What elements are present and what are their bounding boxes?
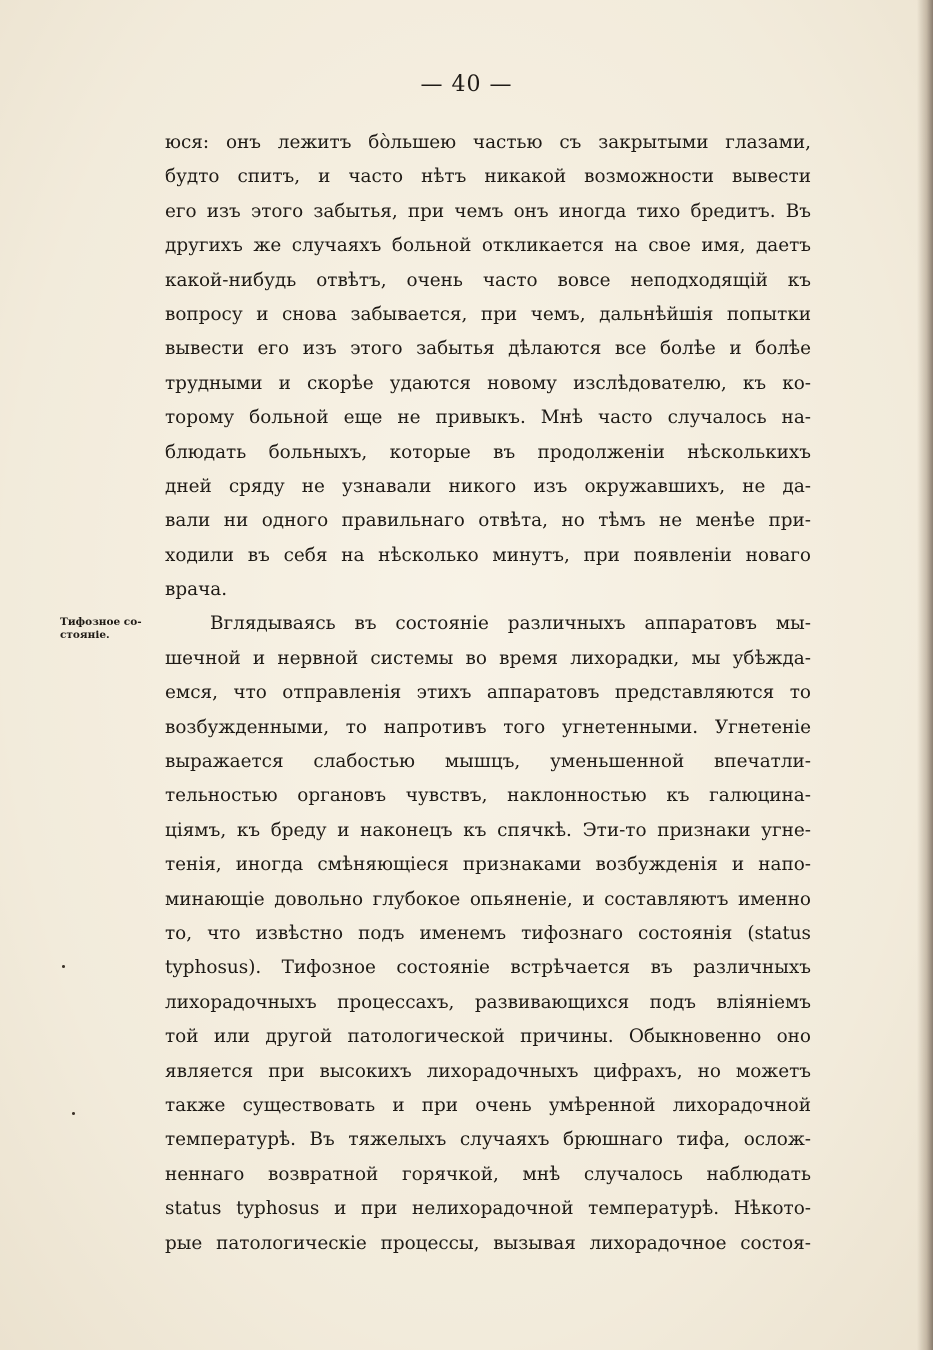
paragraph-1 — [165, 126, 811, 607]
body-text — [165, 126, 811, 1261]
text-line: трудными и скорѣе удаются новому изслѣдователю, къ ко- — [165, 372, 811, 394]
text-line: емся, что отправленія этихъ аппаратовъ представляются то — [165, 682, 811, 704]
marginal-note-line: стояніе. — [60, 629, 110, 641]
text-line: status typhosus и при нелихорадочной температурѣ. Нѣкото- — [165, 1198, 811, 1220]
text-line: ходили въ себя на нѣсколько минутъ, при появленіи новаго — [165, 544, 811, 566]
text-line: то, что извѣстно подъ именемъ тифознаго состоянія (status — [165, 922, 811, 944]
text-line: блюдать больныхъ, которые въ продолженіи нѣсколькихъ — [165, 441, 811, 463]
text-line: температурѣ. Въ тяжелыхъ случаяхъ брюшнаго тифа, ослож- — [165, 1129, 811, 1151]
paragraph-2 — [165, 607, 811, 1260]
text-line: Вглядываясь въ состояніе различныхъ аппаратовъ мы- — [210, 613, 811, 635]
margin-speck — [72, 1112, 75, 1115]
text-line: вали ни одного правильнаго отвѣта, но тѣмъ не менѣе при- — [165, 510, 811, 532]
text-line: врача. — [165, 579, 228, 601]
text-line: тельностью органовъ чувствъ, наклонностью къ галюцина- — [165, 785, 811, 807]
text-line: выражается слабостью мышцъ, уменьшенной впечатли- — [165, 751, 811, 773]
text-line: ціямъ, къ бреду и наконецъ къ спячкѣ. Эти-то признаки угне- — [165, 819, 811, 841]
text-line: является при высокихъ лихорадочныхъ цифрахъ, но можетъ — [165, 1060, 811, 1082]
text-line: той или другой патологической причины. Обыкновенно оно — [165, 1026, 811, 1048]
binding-edge — [917, 0, 933, 1350]
text-line: вывести его изъ этого забытья дѣлаются все болѣе и болѣе — [165, 338, 811, 360]
text-line: другихъ же случаяхъ больной откликается на свое имя, даетъ — [165, 235, 811, 257]
text-line: рые патологическіе процессы, вызывая лихорадочное состоя- — [165, 1232, 811, 1254]
margin-speck — [62, 965, 65, 968]
text-line: дней сряду не узнавали никого изъ окружавшихъ, не да- — [165, 475, 811, 497]
text-line: будто спитъ, и часто нѣтъ никакой возможности вывести — [165, 166, 811, 188]
text-line: какой-нибудь отвѣтъ, очень часто вовсе неподходящій къ — [165, 269, 811, 291]
text-line: вопросу и снова забывается, при чемъ, дальнѣйшія попытки — [165, 303, 811, 325]
text-line: юся: онъ лежитъ бо̀льшею частью съ закрытыми глазами, — [165, 132, 811, 153]
text-line: typhosus). Тифозное состояніе встрѣчается въ различныхъ — [165, 957, 811, 979]
marginal-note — [60, 616, 160, 642]
page-number: — 40 — — [420, 72, 513, 97]
text-line: также существовать и при очень умѣренной лихорадочной — [165, 1094, 811, 1116]
text-line: лихорадочныхъ процессахъ, развивающихся подъ вліяніемъ — [165, 991, 811, 1013]
text-line: торому больной еще не привыкъ. Мнѣ часто случалось на- — [165, 407, 811, 429]
text-line: тенія, иногда смѣняющіеся признаками возбужденія и напо- — [165, 854, 811, 876]
text-line: шечной и нервной системы во время лихорадки, мы убѣжда- — [165, 647, 811, 669]
text-line: минающіе довольно глубокое опьяненіе, и составляютъ именно — [165, 888, 811, 910]
text-line: неннаго возвратной горячкой, мнѣ случалось наблюдать — [165, 1163, 811, 1185]
text-line: его изъ этого забытья, при чемъ онъ иногда тихо бредитъ. Въ — [165, 200, 811, 222]
text-line: возбужденными, то напротивъ того угнетенными. Угнетеніе — [165, 716, 811, 738]
marginal-note-line: Тифозное со- — [60, 616, 142, 628]
